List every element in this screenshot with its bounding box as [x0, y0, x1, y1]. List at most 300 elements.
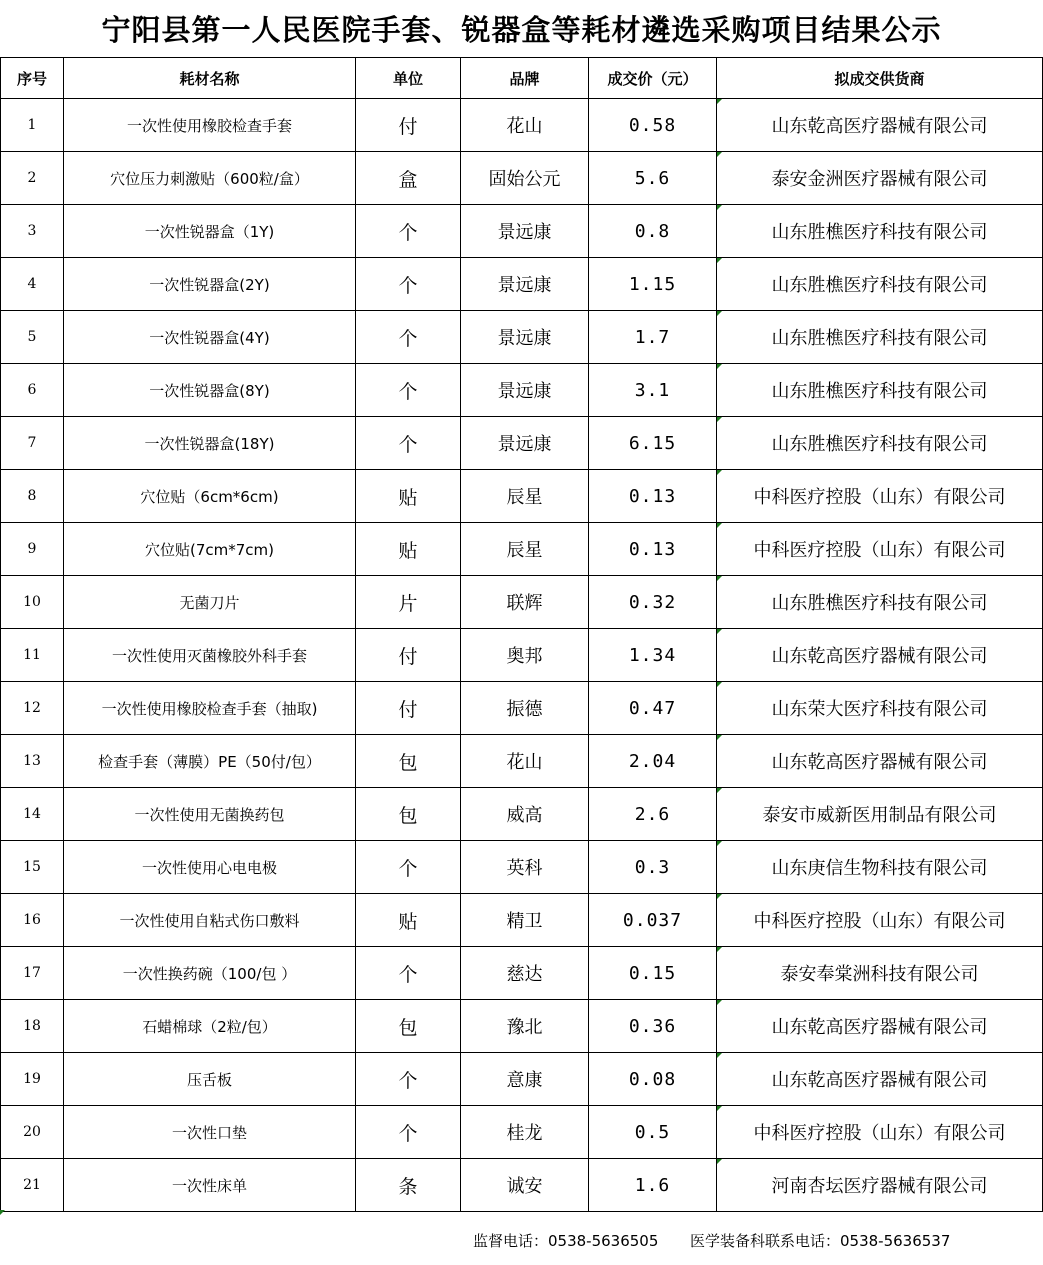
- cell-price-text: 1.15: [628, 273, 677, 295]
- cell-supplier-text: 山东胜樵医疗科技有限公司: [771, 381, 988, 402]
- cell-item-name-text: 一次性口垫: [171, 1123, 247, 1142]
- cell-supplier: [717, 894, 1043, 947]
- cell-no-text: 8: [27, 488, 37, 504]
- cell-brand-text: 辰星: [506, 487, 543, 508]
- cell-price-text: 0.47: [628, 697, 677, 719]
- cell-marker: [0, 1210, 5, 1215]
- cell-supplier-text: 山东乾高医疗器械有限公司: [771, 1070, 988, 1091]
- cell-brand: [461, 947, 589, 1000]
- cell-no: [1, 523, 64, 576]
- cell-supplier: [717, 735, 1043, 788]
- cell-price-text: 0.15: [628, 962, 677, 984]
- cell-supplier: [717, 205, 1043, 258]
- cell-brand: [461, 894, 589, 947]
- cell-supplier: [717, 629, 1043, 682]
- cell-supplier: [717, 1053, 1043, 1106]
- cell-price: [589, 470, 717, 523]
- page-title: 宁阳县第一人民医院手套、锐器盒等耗材遴选采购项目结果公示: [101, 13, 942, 47]
- cell-price-text: 0.08: [628, 1068, 677, 1090]
- cell-item-name-text: 一次性锐器盒(8Y): [149, 381, 270, 400]
- cell-marker: [717, 152, 722, 157]
- cell-brand: [461, 1106, 589, 1159]
- cell-price: [589, 788, 717, 841]
- cell-marker: [717, 788, 722, 793]
- cell-unit-text: 包: [398, 804, 418, 827]
- cell-no: [1, 1053, 64, 1106]
- cell-unit-text: 个: [398, 857, 418, 880]
- table-row: [1, 841, 1043, 894]
- cell-supplier-text: 泰安奉棠洲科技有限公司: [780, 964, 979, 985]
- cell-brand: [461, 417, 589, 470]
- cell-unit-text: 付: [398, 698, 418, 721]
- cell-price: [589, 258, 717, 311]
- cell-brand: [461, 576, 589, 629]
- cell-marker: [717, 576, 722, 581]
- cell-supplier-text: 山东荣大医疗科技有限公司: [771, 699, 988, 720]
- cell-item-name: [64, 1053, 356, 1106]
- cell-unit-text: 个: [398, 1069, 418, 1092]
- cell-no-text: 5: [27, 329, 37, 345]
- cell-price-text: 5.6: [634, 167, 671, 189]
- cell-unit: [356, 735, 461, 788]
- col-header-brand: 品牌: [461, 58, 589, 99]
- table-body: [1, 99, 1043, 1212]
- table-row: [1, 152, 1043, 205]
- cell-marker: [717, 1106, 722, 1111]
- cell-no-text: 10: [23, 594, 41, 610]
- cell-item-name: [64, 629, 356, 682]
- cell-brand-text: 桂龙: [506, 1123, 543, 1144]
- cell-price: [589, 1106, 717, 1159]
- cell-brand-text: 辰星: [506, 540, 543, 561]
- cell-item-name: [64, 841, 356, 894]
- supervision-phone: 监督电话：0538-5636505: [473, 1232, 659, 1250]
- cell-no: [1, 1159, 64, 1212]
- cell-no: [1, 947, 64, 1000]
- cell-supplier: [717, 417, 1043, 470]
- table-row: [1, 788, 1043, 841]
- cell-marker: [717, 470, 722, 475]
- cell-unit: [356, 311, 461, 364]
- cell-supplier: [717, 99, 1043, 152]
- col-header-no: 序号: [1, 58, 64, 99]
- cell-unit-text: 贴: [398, 910, 418, 933]
- cell-price: [589, 364, 717, 417]
- cell-no-text: 9: [27, 541, 37, 557]
- cell-item-name: [64, 576, 356, 629]
- results-table: [0, 57, 1043, 1212]
- cell-price: [589, 152, 717, 205]
- cell-supplier-text: 中科医疗控股（山东）有限公司: [753, 1123, 1006, 1144]
- cell-unit-text: 个: [398, 274, 418, 297]
- cell-item-name-text: 一次性床单: [171, 1176, 247, 1195]
- cell-no-text: 19: [23, 1071, 41, 1087]
- cell-supplier: [717, 1159, 1043, 1212]
- cell-marker: [717, 311, 722, 316]
- cell-unit-text: 贴: [398, 539, 418, 562]
- cell-item-name-text: 一次性使用橡胶检查手套: [126, 116, 292, 135]
- col-header-price: 成交价（元）: [589, 58, 717, 99]
- col-header-supplier: 拟成交供货商: [717, 58, 1043, 99]
- cell-marker: [717, 258, 722, 263]
- cell-item-name-text: 检查手套（薄膜）PE（50付/包）: [98, 752, 321, 771]
- cell-price: [589, 417, 717, 470]
- cell-brand-text: 意康: [506, 1070, 543, 1091]
- cell-unit: [356, 152, 461, 205]
- cell-brand-text: 景远康: [497, 275, 552, 296]
- cell-marker: [717, 417, 722, 422]
- cell-marker: [717, 894, 722, 899]
- cell-price-text: 0.5: [634, 1121, 671, 1143]
- cell-marker: [717, 523, 722, 528]
- cell-no: [1, 205, 64, 258]
- cell-brand: [461, 470, 589, 523]
- cell-item-name-text: 一次性锐器盒(4Y): [149, 328, 270, 347]
- cell-supplier: [717, 152, 1043, 205]
- col-header-name: 耗材名称: [64, 58, 356, 99]
- table-row: [1, 629, 1043, 682]
- cell-item-name-text: 压舌板: [186, 1070, 232, 1089]
- cell-supplier: [717, 788, 1043, 841]
- cell-price-text: 0.13: [628, 485, 677, 507]
- cell-item-name-text: 一次性使用心电电极: [141, 858, 277, 877]
- cell-unit-text: 包: [398, 1016, 418, 1039]
- cell-brand: [461, 735, 589, 788]
- table-row: [1, 99, 1043, 152]
- cell-brand-text: 联辉: [506, 593, 543, 614]
- cell-marker: [717, 841, 722, 846]
- cell-supplier-text: 泰安金洲医疗器械有限公司: [771, 169, 988, 190]
- cell-unit: [356, 947, 461, 1000]
- cell-brand-text: 景远康: [497, 222, 552, 243]
- cell-price: [589, 735, 717, 788]
- cell-supplier: [717, 947, 1043, 1000]
- cell-unit: [356, 523, 461, 576]
- footer: [0, 1228, 1043, 1252]
- cell-price: [589, 841, 717, 894]
- table-row: [1, 1159, 1043, 1212]
- cell-no-text: 14: [23, 806, 41, 822]
- table-row: [1, 1053, 1043, 1106]
- cell-supplier: [717, 311, 1043, 364]
- cell-unit: [356, 576, 461, 629]
- cell-price-text: 0.58: [628, 114, 677, 136]
- cell-supplier: [717, 364, 1043, 417]
- cell-unit-text: 个: [398, 1122, 418, 1145]
- cell-supplier: [717, 576, 1043, 629]
- cell-unit-text: 片: [398, 592, 418, 615]
- cell-unit-text: 付: [398, 115, 418, 138]
- cell-brand: [461, 788, 589, 841]
- cell-unit: [356, 682, 461, 735]
- cell-no-text: 15: [23, 859, 41, 875]
- cell-item-name: [64, 470, 356, 523]
- cell-brand-text: 英科: [506, 858, 543, 879]
- table-row: [1, 417, 1043, 470]
- cell-unit-text: 个: [398, 433, 418, 456]
- cell-brand-text: 景远康: [497, 328, 552, 349]
- cell-supplier: [717, 1106, 1043, 1159]
- cell-marker: [717, 99, 722, 104]
- cell-price: [589, 1159, 717, 1212]
- cell-brand-text: 景远康: [497, 381, 552, 402]
- cell-item-name-text: 一次性使用橡胶检查手套（抽取): [101, 699, 318, 718]
- cell-item-name: [64, 205, 356, 258]
- cell-item-name: [64, 417, 356, 470]
- cell-price: [589, 99, 717, 152]
- cell-no-text: 4: [27, 276, 37, 292]
- cell-brand-text: 精卫: [506, 911, 543, 932]
- cell-no: [1, 258, 64, 311]
- cell-marker: [717, 1053, 722, 1058]
- cell-item-name-text: 一次性换药碗（100/包 ）: [122, 964, 297, 983]
- cell-supplier-text: 山东胜樵医疗科技有限公司: [771, 328, 988, 349]
- cell-no-text: 6: [27, 382, 37, 398]
- cell-no: [1, 470, 64, 523]
- cell-no: [1, 1000, 64, 1053]
- cell-brand: [461, 152, 589, 205]
- cell-item-name: [64, 947, 356, 1000]
- cell-price: [589, 205, 717, 258]
- cell-brand-text: 景远康: [497, 434, 552, 455]
- cell-price: [589, 682, 717, 735]
- cell-supplier-text: 山东乾高医疗器械有限公司: [771, 1017, 988, 1038]
- cell-price-text: 0.3: [634, 856, 671, 878]
- cell-brand: [461, 311, 589, 364]
- cell-no-text: 3: [27, 223, 37, 239]
- cell-supplier: [717, 258, 1043, 311]
- cell-supplier-text: 山东胜樵医疗科技有限公司: [771, 434, 988, 455]
- cell-unit-text: 条: [398, 1175, 418, 1198]
- cell-no: [1, 417, 64, 470]
- cell-unit: [356, 99, 461, 152]
- cell-unit: [356, 1159, 461, 1212]
- cell-unit-text: 贴: [398, 486, 418, 509]
- cell-unit: [356, 364, 461, 417]
- cell-brand: [461, 682, 589, 735]
- cell-supplier-text: 河南杏坛医疗器械有限公司: [771, 1176, 988, 1197]
- cell-price: [589, 1053, 717, 1106]
- cell-supplier: [717, 523, 1043, 576]
- cell-no: [1, 788, 64, 841]
- cell-supplier-text: 中科医疗控股（山东）有限公司: [753, 540, 1006, 561]
- cell-brand-text: 诚安: [506, 1176, 543, 1197]
- cell-supplier-text: 山东乾高医疗器械有限公司: [771, 646, 988, 667]
- cell-price-text: 3.1: [634, 379, 671, 401]
- cell-unit-text: 个: [398, 963, 418, 986]
- cell-unit: [356, 841, 461, 894]
- cell-marker: [717, 947, 722, 952]
- cell-item-name-text: 无菌刀片: [179, 593, 240, 612]
- cell-supplier-text: 山东庚信生物科技有限公司: [771, 858, 988, 879]
- cell-no-text: 1: [27, 117, 37, 133]
- cell-brand-text: 豫北: [506, 1017, 543, 1038]
- cell-item-name: [64, 152, 356, 205]
- cell-no-text: 12: [23, 700, 41, 716]
- cell-brand-text: 奥邦: [506, 646, 543, 667]
- table-row: [1, 1106, 1043, 1159]
- cell-price-text: 0.8: [634, 220, 671, 242]
- table-row: [1, 364, 1043, 417]
- cell-item-name: [64, 894, 356, 947]
- cell-unit-text: 付: [398, 645, 418, 668]
- cell-unit: [356, 417, 461, 470]
- cell-brand: [461, 1000, 589, 1053]
- cell-no: [1, 1106, 64, 1159]
- cell-brand: [461, 364, 589, 417]
- table-row: [1, 947, 1043, 1000]
- cell-no: [1, 682, 64, 735]
- cell-item-name: [64, 258, 356, 311]
- cell-supplier: [717, 470, 1043, 523]
- cell-unit-text: 个: [398, 380, 418, 403]
- cell-supplier-text: 山东胜樵医疗科技有限公司: [771, 222, 988, 243]
- cell-brand: [461, 99, 589, 152]
- table-header: [1, 58, 1043, 99]
- cell-marker: [717, 682, 722, 687]
- cell-marker: [717, 735, 722, 740]
- cell-price-text: 1.7: [634, 326, 671, 348]
- cell-brand-text: 花山: [506, 752, 543, 773]
- cell-no-text: 20: [23, 1124, 41, 1140]
- cell-no-text: 13: [23, 753, 41, 769]
- cell-marker: [717, 1159, 722, 1164]
- col-header-unit: 单位: [356, 58, 461, 99]
- cell-brand-text: 威高: [506, 805, 543, 826]
- cell-price: [589, 523, 717, 576]
- cell-brand-text: 振德: [506, 699, 543, 720]
- cell-item-name-text: 一次性锐器盒（1Y): [144, 222, 275, 241]
- cell-no-text: 18: [23, 1018, 41, 1034]
- cell-unit: [356, 205, 461, 258]
- cell-item-name: [64, 1000, 356, 1053]
- cell-unit-text: 盒: [398, 168, 418, 191]
- cell-price-text: 1.34: [628, 644, 677, 666]
- cell-unit: [356, 1000, 461, 1053]
- cell-no-text: 21: [23, 1177, 41, 1193]
- cell-item-name: [64, 99, 356, 152]
- cell-item-name-text: 石蜡棉球（2粒/包）: [142, 1017, 277, 1036]
- cell-brand: [461, 205, 589, 258]
- cell-supplier: [717, 841, 1043, 894]
- cell-supplier-text: 山东乾高医疗器械有限公司: [771, 116, 988, 137]
- cell-item-name-text: 一次性锐器盒(18Y): [144, 434, 275, 453]
- cell-brand: [461, 629, 589, 682]
- cell-no: [1, 99, 64, 152]
- cell-no-text: 2: [27, 170, 37, 186]
- cell-unit-text: 个: [398, 327, 418, 350]
- cell-price: [589, 894, 717, 947]
- cell-item-name: [64, 523, 356, 576]
- cell-no: [1, 894, 64, 947]
- cell-item-name: [64, 364, 356, 417]
- cell-marker: [717, 1000, 722, 1005]
- cell-price-text: 1.6: [634, 1174, 671, 1196]
- equipment-phone: 医学装备科联系电话：0538-5636537: [690, 1232, 951, 1250]
- cell-no: [1, 152, 64, 205]
- table-row: [1, 735, 1043, 788]
- cell-brand: [461, 523, 589, 576]
- cell-brand-text: 固始公元: [488, 169, 561, 190]
- cell-brand: [461, 841, 589, 894]
- cell-price: [589, 311, 717, 364]
- cell-item-name-text: 穴位压力刺激贴（600粒/盒）: [110, 169, 309, 188]
- cell-item-name-text: 穴位贴(7cm*7cm): [144, 540, 274, 559]
- cell-no: [1, 629, 64, 682]
- cell-unit-text: 包: [398, 751, 418, 774]
- table-row: [1, 258, 1043, 311]
- cell-marker: [717, 364, 722, 369]
- cell-unit: [356, 1106, 461, 1159]
- table-row: [1, 523, 1043, 576]
- cell-price: [589, 576, 717, 629]
- table-row: [1, 576, 1043, 629]
- cell-no-text: 7: [27, 435, 37, 451]
- cell-no: [1, 576, 64, 629]
- cell-supplier: [717, 1000, 1043, 1053]
- cell-item-name: [64, 788, 356, 841]
- cell-price-text: 2.04: [628, 750, 677, 772]
- cell-price: [589, 629, 717, 682]
- cell-no: [1, 735, 64, 788]
- cell-marker: [717, 629, 722, 634]
- cell-item-name: [64, 735, 356, 788]
- cell-no-text: 16: [23, 912, 41, 928]
- cell-supplier-text: 中科医疗控股（山东）有限公司: [753, 911, 1006, 932]
- cell-price-text: 0.36: [628, 1015, 677, 1037]
- cell-unit: [356, 894, 461, 947]
- table-row: [1, 1000, 1043, 1053]
- cell-price-text: 2.6: [634, 803, 671, 825]
- cell-supplier-text: 中科医疗控股（山东）有限公司: [753, 487, 1006, 508]
- cell-brand: [461, 1159, 589, 1212]
- cell-supplier-text: 泰安市威新医用制品有限公司: [762, 805, 997, 826]
- cell-no: [1, 364, 64, 417]
- cell-item-name-text: 一次性使用自粘式伤口敷料: [119, 911, 300, 930]
- cell-brand-text: 花山: [506, 116, 543, 137]
- cell-brand-text: 慈达: [506, 964, 543, 985]
- cell-price-text: 6.15: [628, 432, 677, 454]
- cell-price-text: 0.13: [628, 538, 677, 560]
- cell-supplier-text: 山东胜樵医疗科技有限公司: [771, 593, 988, 614]
- cell-brand: [461, 258, 589, 311]
- table-row: [1, 205, 1043, 258]
- cell-no-text: 17: [23, 965, 41, 981]
- cell-item-name: [64, 682, 356, 735]
- cell-unit: [356, 1053, 461, 1106]
- cell-item-name-text: 穴位贴（6cm*6cm): [140, 487, 279, 506]
- cell-unit: [356, 470, 461, 523]
- cell-item-name-text: 一次性锐器盒(2Y): [149, 275, 270, 294]
- table-row: [1, 470, 1043, 523]
- cell-item-name: [64, 1159, 356, 1212]
- cell-no-text: 11: [23, 647, 41, 663]
- cell-supplier: [717, 682, 1043, 735]
- cell-no: [1, 311, 64, 364]
- cell-item-name: [64, 1106, 356, 1159]
- cell-no: [1, 841, 64, 894]
- cell-price-text: 0.037: [622, 909, 683, 931]
- table-row: [1, 311, 1043, 364]
- cell-unit: [356, 788, 461, 841]
- cell-price: [589, 1000, 717, 1053]
- cell-price: [589, 947, 717, 1000]
- cell-supplier-text: 山东乾高医疗器械有限公司: [771, 752, 988, 773]
- table-row: [1, 894, 1043, 947]
- table-row: [1, 682, 1043, 735]
- header-row: [1, 58, 1043, 99]
- cell-item-name-text: 一次性使用灭菌橡胶外科手套: [111, 646, 307, 665]
